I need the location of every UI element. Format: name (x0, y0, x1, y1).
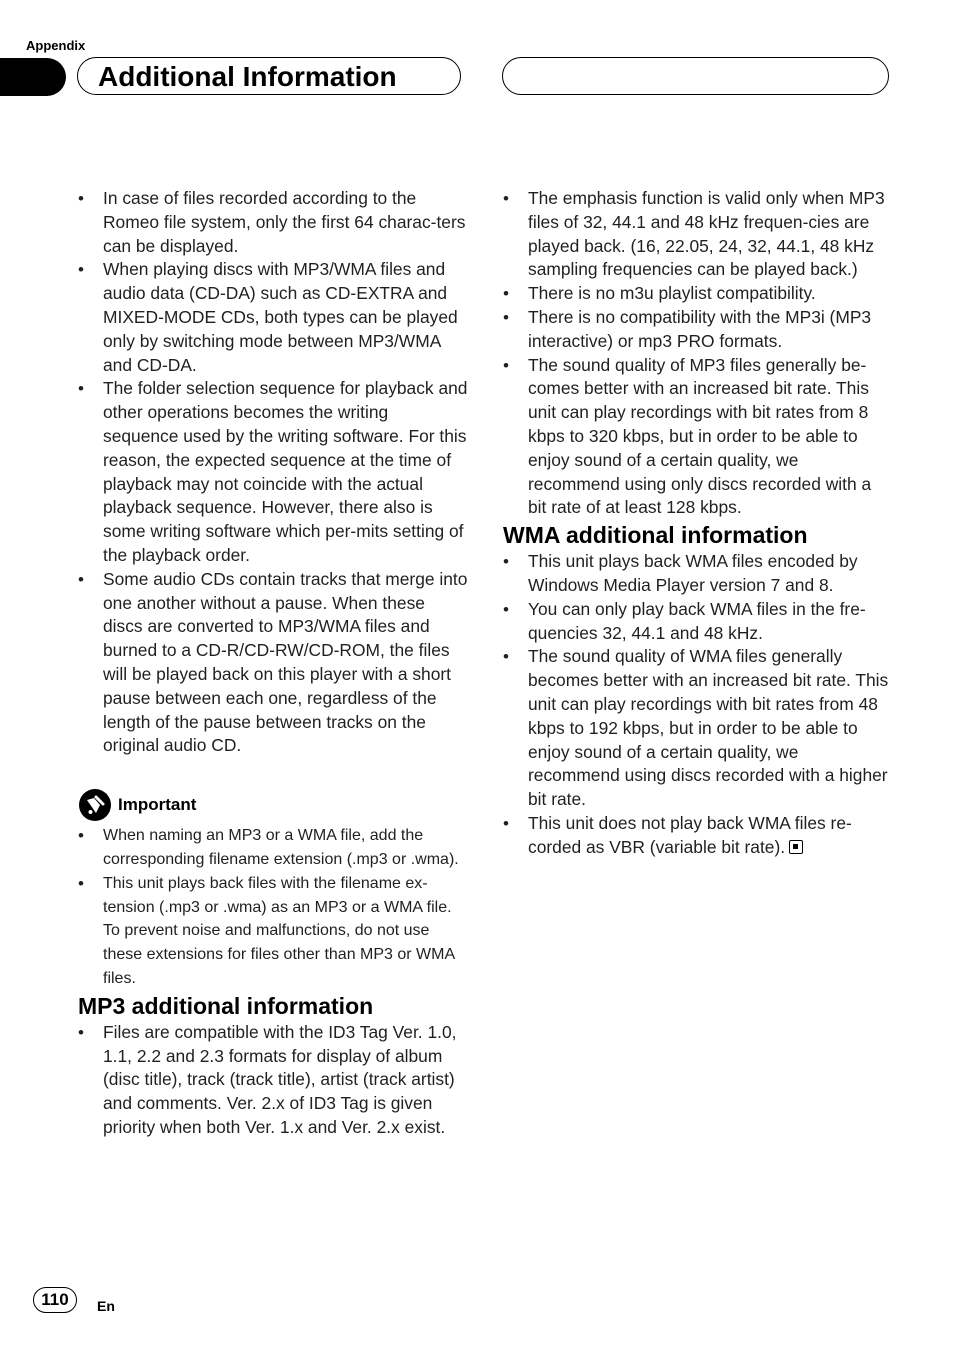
list-item: • The sound quality of MP3 files generally be-comes better with an increased bit rate. This unit can play recordings with bit rates from 8 kbps to 320 kbps, but in order to be able to enjoy sound of a certain quality, we recommend using only discs recorded with a bit rate of at least 128 kbps. (503, 354, 893, 521)
list-item-text: This unit does not play back WMA files re-corded as VBR (variable bit rate). (528, 812, 852, 857)
list-item: • Some audio CDs contain tracks that merge into one another without a pause. When these discs are converted to MP3/WMA files and burned to a CD-R/CD-RW/CD-ROM, the files will be played back on this player with a short pause between each one, regardless of the length of the pause between tracks on the original audio CD. (78, 568, 468, 758)
list-item: • This unit plays back files with the filename ex-tension (.mp3 or .wma) as an MP3 or a WMA file. To prevent noise and malfunctions, do not use these extensions for files other than MP3 or WMA files. (78, 872, 468, 991)
list-item: • There is no m3u playlist compatibility. (503, 282, 893, 306)
page-number: 110 (33, 1287, 77, 1313)
important-label: Important (118, 795, 197, 815)
list-item: • The emphasis function is valid only when MP3 files of 32, 44.1 and 48 kHz frequen-cies are played back. (16, 22.05, 24, 32, 44.1, 48 kHz sampling frequencies can be played back.) (503, 187, 893, 282)
list-item: • You can only play back WMA files in the fre-quencies 32, 44.1 and 48 kHz. (503, 598, 893, 646)
mp3-heading: MP3 additional information (78, 992, 374, 1019)
left-bullet-list (78, 187, 468, 758)
list-item: • This unit plays back WMA files encoded by Windows Media Player version 7 and 8. (503, 550, 893, 598)
list-item: • The sound quality of WMA files generally becomes better with an increased bit rate. This unit can play recordings with bit rates from 48 kbps to 192 kbps, but in order to be able to enjoy sound of a certain quality, we recommend using discs recorded with a higher bit rate. (503, 645, 893, 812)
mp3-bullet-list (78, 1021, 468, 1140)
right-bullet-list (503, 187, 893, 520)
list-item: • When naming an MP3 or a WMA file, add the corresponding filename extension (.mp3 or .wma). (78, 824, 468, 872)
wma-bullet-list (503, 550, 893, 859)
important-icon (78, 788, 112, 822)
language-label: En (97, 1298, 115, 1314)
list-item: • When playing discs with MP3/WMA files and audio data (CD-DA) such as CD-EXTRA and MIXED-MODE CDs, both types can be played only by switching mode between MP3/WMA and CD-DA. (78, 258, 468, 377)
list-item (503, 812, 893, 860)
left-column (78, 187, 468, 1140)
list-item: • In case of files recorded according to the Romeo file system, only the first 64 charac-ters can be displayed. (78, 187, 468, 258)
end-mark-icon (789, 840, 803, 854)
important-bullet-list (78, 824, 468, 991)
wma-heading: WMA additional information (503, 522, 808, 549)
page-title: Additional Information (98, 61, 397, 92)
list-item: • There is no compatibility with the MP3i (MP3 interactive) or mp3 PRO formats. (503, 306, 893, 354)
section-tab (0, 58, 66, 96)
title-frame (77, 57, 461, 95)
list-item: • The folder selection sequence for playback and other operations becomes the writing sequence used by the writing software. For this reason, the expected sequence at the time of playback may not coincide with the actual playback sequence. However, there also is some writing software which per-mits setting of the playback order. (78, 377, 468, 567)
header-empty-frame (502, 57, 889, 95)
important-notice (78, 788, 468, 822)
right-column (503, 187, 893, 860)
section-label: Appendix (26, 38, 86, 53)
list-item: • Files are compatible with the ID3 Tag Ver. 1.0, 1.1, 2.2 and 2.3 formats for display of album (disc title), track (track title), artist (track artist) and comments. Ver. 2.x of ID3 Tag is given priority when both Ver. 1.x and Ver. 2.x exist. (78, 1021, 468, 1140)
